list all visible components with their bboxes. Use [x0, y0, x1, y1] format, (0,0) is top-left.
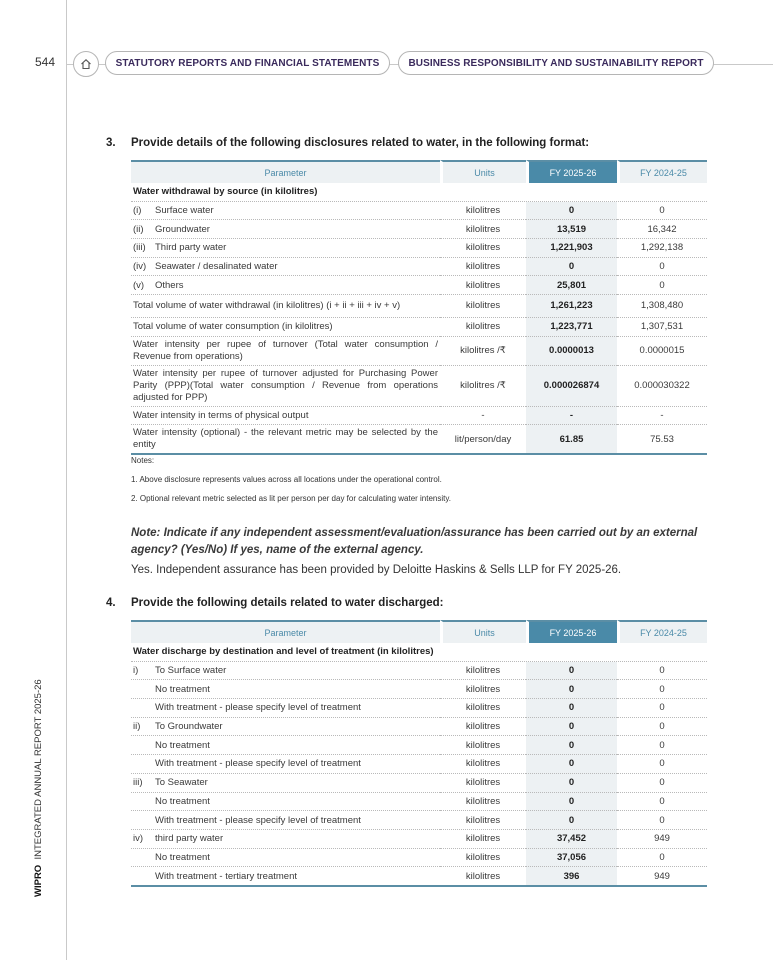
parameter-cell	[131, 811, 440, 830]
note-1: 1. Above disclosure represents values across all locations under the operational control.	[131, 475, 442, 484]
unit-cell: -	[440, 407, 526, 426]
unit-cell: kilolitres /₹	[440, 337, 526, 366]
row-number: iii)	[133, 777, 143, 789]
page-number: 544	[35, 55, 56, 69]
parameter-cell	[131, 202, 440, 221]
fy-current-value: -	[526, 407, 617, 426]
unit-cell: kilolitres	[440, 202, 526, 221]
parameter-cell	[131, 755, 440, 774]
table-row	[131, 699, 707, 718]
fy-current-value: 0	[526, 680, 617, 699]
row-label: Water intensity per rupee of turnover adjusted for Purchasing Power Parity (PPP)(Total water consumption / Revenue from operations adjusted for PPP)	[133, 367, 438, 403]
row-label: Water intensity (optional) - the relevant metric may be selected by the entity	[133, 427, 438, 451]
table-row	[131, 736, 707, 755]
parameter-cell	[131, 718, 440, 737]
fy-previous-value: 16,342	[617, 220, 707, 239]
unit-cell: kilolitres	[440, 680, 526, 699]
table-row	[131, 202, 707, 221]
parameter-cell	[131, 699, 440, 718]
parameter-cell	[131, 774, 440, 793]
row-label: To Seawater	[155, 777, 208, 789]
table-row	[131, 811, 707, 830]
fy-previous-value: 0	[617, 202, 707, 221]
unit-cell: kilolitres	[440, 867, 526, 887]
fy-current-value: 0	[526, 662, 617, 681]
header-fy-current: FY 2025-26	[526, 620, 617, 643]
row-number: (iii)	[133, 242, 146, 254]
row-label: Water intensity in terms of physical output	[133, 409, 309, 421]
table-row	[131, 867, 707, 887]
fy-previous-value: 1,292,138	[617, 239, 707, 258]
row-label: Groundwater	[155, 223, 210, 235]
unit-cell: kilolitres	[440, 774, 526, 793]
question-3-number: 3.	[106, 137, 116, 149]
unit-cell: kilolitres	[440, 755, 526, 774]
fy-previous-value: -	[617, 407, 707, 426]
parameter-cell	[131, 318, 440, 337]
fy-current-value: 0	[526, 202, 617, 221]
unit-cell: kilolitres	[440, 811, 526, 830]
table-row	[131, 295, 707, 318]
header-fy-current: FY 2025-26	[526, 160, 617, 183]
table-row	[131, 718, 707, 737]
table-row	[131, 425, 707, 455]
section-title: Water discharge by destination and level of treatment (in kilolitres)	[131, 643, 707, 662]
fy-previous-value: 0	[617, 276, 707, 295]
table-row	[131, 239, 707, 258]
row-label: No treatment	[155, 739, 210, 751]
row-label: third party water	[155, 833, 224, 845]
table-row	[131, 366, 707, 407]
unit-cell: kilolitres	[440, 736, 526, 755]
home-button[interactable]	[73, 51, 99, 77]
row-number: ii)	[133, 721, 141, 733]
row-label: With treatment - please specify level of treatment	[155, 758, 361, 770]
fy-previous-value: 0	[617, 736, 707, 755]
parameter-cell	[131, 736, 440, 755]
row-label: No treatment	[155, 795, 210, 807]
unit-cell: kilolitres /₹	[440, 366, 526, 407]
fy-current-value: 0	[526, 755, 617, 774]
fy-previous-value: 0	[617, 793, 707, 812]
assurance-question: Note: Indicate if any independent assessment/evaluation/assurance has been carried out by an external agency? (Yes/No) If yes, name of the external agency.	[131, 527, 698, 556]
table-row	[131, 755, 707, 774]
brand-name: WIPRO	[33, 864, 44, 897]
question-3-text: Provide details of the following disclosures related to water, in the following format:	[131, 137, 590, 149]
report-name: INTEGRATED ANNUAL REPORT 2025-26	[33, 679, 44, 860]
parameter-cell	[131, 220, 440, 239]
fy-previous-value: 0	[617, 699, 707, 718]
parameter-cell	[131, 276, 440, 295]
parameter-cell	[131, 867, 440, 887]
parameter-cell	[131, 239, 440, 258]
notes-title: Notes:	[131, 456, 155, 465]
parameter-cell	[131, 366, 440, 407]
row-label: To Groundwater	[155, 721, 223, 733]
fy-current-value: 0	[526, 736, 617, 755]
fy-previous-value: 75.53	[617, 425, 707, 455]
parameter-cell	[131, 680, 440, 699]
parameter-cell	[131, 295, 440, 318]
row-number: (i)	[133, 205, 142, 217]
row-label: Total volume of water withdrawal (in kilolitres) (i + ii + iii + iv + v)	[133, 299, 401, 311]
unit-cell: kilolitres	[440, 295, 526, 318]
row-label: Third party water	[155, 242, 227, 254]
nav-statutory-reports[interactable]: STATUTORY REPORTS AND FINANCIAL STATEMENTS	[105, 51, 390, 75]
fy-current-value: 25,801	[526, 276, 617, 295]
header-parameter: Parameter	[131, 160, 440, 183]
row-label: No treatment	[155, 851, 210, 863]
parameter-cell	[131, 830, 440, 849]
fy-current-value: 0	[526, 793, 617, 812]
fy-previous-value: 0.000030322	[617, 366, 707, 407]
unit-cell: kilolitres	[440, 318, 526, 337]
row-label: Others	[155, 279, 184, 291]
fy-previous-value: 1,308,480	[617, 295, 707, 318]
row-label: No treatment	[155, 683, 210, 695]
row-number: (ii)	[133, 223, 144, 235]
fy-previous-value: 0	[617, 755, 707, 774]
margin-rule	[66, 0, 67, 960]
fy-current-value: 0.0000013	[526, 337, 617, 366]
table-row	[131, 318, 707, 337]
fy-current-value: 396	[526, 867, 617, 887]
water-withdrawal-table	[131, 160, 707, 455]
fy-current-value: 13,519	[526, 220, 617, 239]
fy-previous-value: 0	[617, 680, 707, 699]
parameter-cell	[131, 793, 440, 812]
table-row	[131, 793, 707, 812]
nav-brsr[interactable]: BUSINESS RESPONSIBILITY AND SUSTAINABILITY REPORT	[398, 51, 714, 75]
header-units: Units	[440, 160, 526, 183]
fy-current-value: 37,056	[526, 849, 617, 868]
row-label: To Surface water	[155, 665, 227, 677]
unit-cell: kilolitres	[440, 849, 526, 868]
parameter-cell	[131, 849, 440, 868]
header-fy-previous: FY 2024-25	[617, 160, 707, 183]
parameter-cell	[131, 337, 440, 366]
fy-current-value: 0	[526, 718, 617, 737]
row-label: Water intensity per rupee of turnover (Total water consumption / Revenue from operations)	[133, 338, 438, 362]
header-parameter: Parameter	[131, 620, 440, 643]
fy-previous-value: 0	[617, 662, 707, 681]
table-row	[131, 849, 707, 868]
note-2: 2. Optional relevant metric selected as lit per person per day for calculating water intensity.	[131, 494, 452, 503]
fy-current-value: 37,452	[526, 830, 617, 849]
fy-previous-value: 0	[617, 774, 707, 793]
fy-previous-value: 0	[617, 718, 707, 737]
water-discharge-table	[131, 620, 707, 887]
fy-current-value: 0	[526, 699, 617, 718]
fy-previous-value: 0.0000015	[617, 337, 707, 366]
fy-previous-value: 0	[617, 811, 707, 830]
unit-cell: kilolitres	[440, 662, 526, 681]
parameter-cell	[131, 407, 440, 426]
question-4-text: Provide the following details related to water discharged:	[131, 597, 444, 609]
section-title: Water withdrawal by source (in kilolitres)	[131, 183, 707, 202]
unit-cell: kilolitres	[440, 699, 526, 718]
unit-cell: kilolitres	[440, 239, 526, 258]
parameter-cell	[131, 258, 440, 277]
header-fy-previous: FY 2024-25	[617, 620, 707, 643]
sidebar-label	[33, 679, 44, 897]
fy-current-value: 0	[526, 258, 617, 277]
fy-current-value: 61.85	[526, 425, 617, 455]
fy-previous-value: 1,307,531	[617, 318, 707, 337]
table-row	[131, 337, 707, 366]
parameter-cell	[131, 662, 440, 681]
table-row	[131, 662, 707, 681]
row-label: With treatment - tertiary treatment	[155, 870, 298, 882]
fy-current-value: 1,261,223	[526, 295, 617, 318]
table-row	[131, 220, 707, 239]
fy-previous-value: 949	[617, 867, 707, 887]
table-row	[131, 774, 707, 793]
table-row	[131, 258, 707, 277]
unit-cell: kilolitres	[440, 830, 526, 849]
unit-cell: kilolitres	[440, 258, 526, 277]
row-label: With treatment - please specify level of treatment	[155, 702, 361, 714]
assurance-answer: Yes. Independent assurance has been provided by Deloitte Haskins & Sells LLP for FY 2025-26.	[131, 564, 622, 576]
table-row	[131, 680, 707, 699]
unit-cell: kilolitres	[440, 793, 526, 812]
row-label: Surface water	[155, 205, 214, 217]
parameter-cell	[131, 425, 440, 455]
header-units: Units	[440, 620, 526, 643]
home-icon	[80, 58, 92, 70]
row-label: Total volume of water consumption (in kilolitres)	[133, 321, 333, 333]
row-number: i)	[133, 665, 139, 677]
fy-current-value: 0.000026874	[526, 366, 617, 407]
table-row	[131, 830, 707, 849]
fy-current-value: 1,223,771	[526, 318, 617, 337]
fy-current-value: 1,221,903	[526, 239, 617, 258]
fy-previous-value: 0	[617, 849, 707, 868]
table-row	[131, 276, 707, 295]
fy-previous-value: 949	[617, 830, 707, 849]
row-number: iv)	[133, 833, 144, 845]
unit-cell: lit/person/day	[440, 425, 526, 455]
row-label: With treatment - please specify level of treatment	[155, 814, 361, 826]
fy-previous-value: 0	[617, 258, 707, 277]
fy-current-value: 0	[526, 811, 617, 830]
unit-cell: kilolitres	[440, 276, 526, 295]
row-label: Seawater / desalinated water	[155, 261, 278, 273]
unit-cell: kilolitres	[440, 718, 526, 737]
fy-current-value: 0	[526, 774, 617, 793]
row-number: (iv)	[133, 261, 147, 273]
question-4-number: 4.	[106, 597, 116, 609]
unit-cell: kilolitres	[440, 220, 526, 239]
table-row	[131, 407, 707, 426]
row-number: (v)	[133, 279, 145, 291]
